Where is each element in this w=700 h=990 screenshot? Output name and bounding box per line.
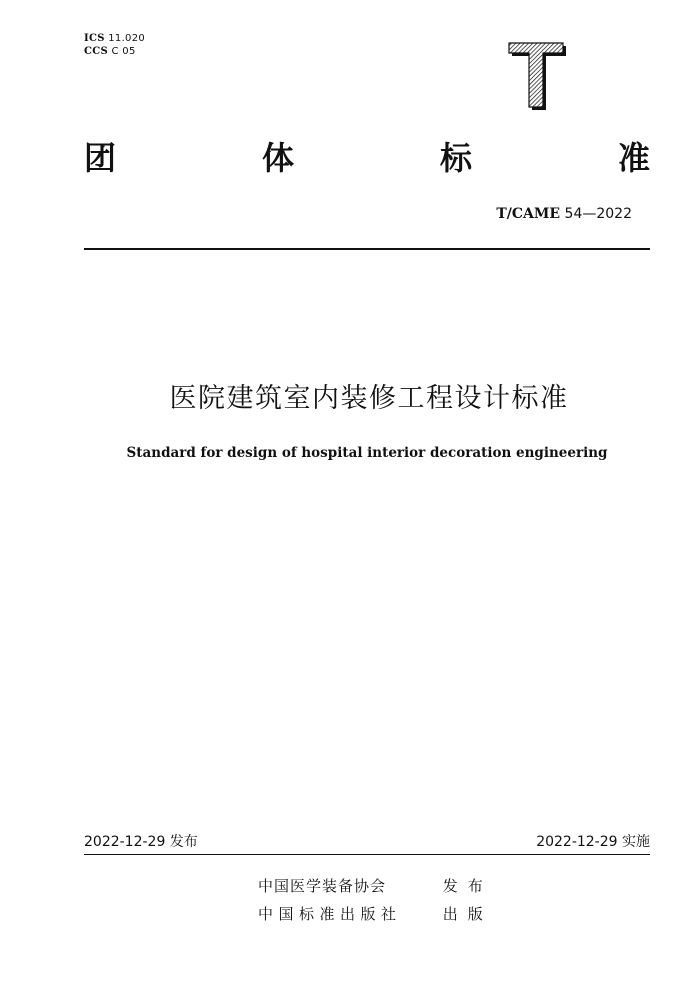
classification-codes bbox=[84, 32, 145, 58]
ccs-value: C 05 bbox=[111, 46, 136, 57]
standard-number bbox=[496, 204, 632, 224]
footer-divider bbox=[84, 854, 650, 855]
standard-number-prefix: T/CAME bbox=[496, 206, 561, 222]
document-title-chinese: 医院建筑室内装修工程设计标准 bbox=[169, 383, 569, 414]
ccs-label: CCS bbox=[84, 46, 109, 57]
standard-type-char: 团 bbox=[84, 139, 117, 177]
standard-type-char: 标 bbox=[439, 139, 472, 177]
ccs-code bbox=[84, 45, 145, 58]
publisher-row bbox=[258, 903, 493, 925]
issue-date: 2022-12-29 发布 bbox=[84, 834, 198, 850]
publisher-org: 中国标准出版社 bbox=[258, 905, 402, 923]
header-divider bbox=[84, 248, 650, 250]
publisher-role: 出版 bbox=[442, 905, 493, 923]
implementation-date: 2022-12-29 实施 bbox=[536, 834, 650, 850]
standard-number-value: 54—2022 bbox=[564, 206, 632, 222]
standard-type-char: 体 bbox=[261, 139, 294, 177]
ics-value: 11.020 bbox=[108, 33, 146, 44]
document-title-english: Standard for design of hospital interior decoration engineering bbox=[126, 445, 608, 461]
publisher-org: 中国医学装备协会 bbox=[258, 877, 387, 895]
ics-label: ICS bbox=[84, 33, 105, 44]
standard-type-heading bbox=[84, 136, 650, 180]
publisher-row bbox=[258, 875, 493, 897]
publisher-role: 发布 bbox=[442, 877, 493, 895]
ics-code bbox=[84, 32, 145, 45]
group-standard-t-logo bbox=[508, 42, 568, 112]
standard-type-char: 准 bbox=[617, 139, 650, 177]
